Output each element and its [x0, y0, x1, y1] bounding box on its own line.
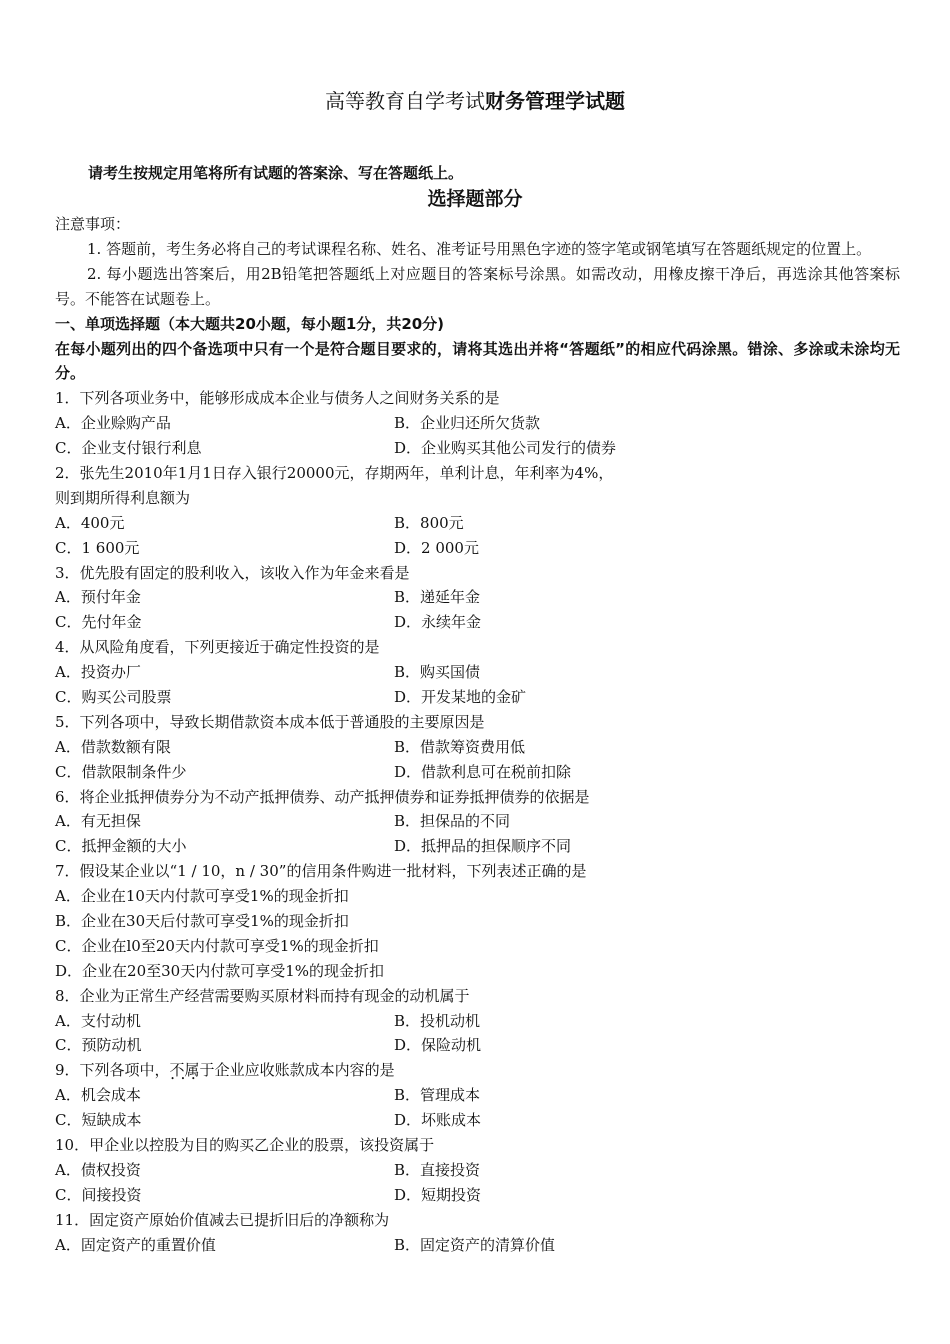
question-stem-continued: 则到期所得利息额为 — [55, 488, 191, 507]
option-row — [55, 536, 900, 561]
option-row — [55, 585, 900, 610]
option-row — [55, 1108, 900, 1133]
question-stem: 8．企业为正常生产经营需要购买原材料而持有现金的动机属于 — [55, 986, 470, 1005]
option-c: C．借款限制条件少 — [55, 762, 187, 781]
option-d: D．开发某地的金矿 — [394, 688, 527, 706]
option-d: D．企业购买其他公司发行的债券 — [394, 439, 617, 458]
option-d: D．2 000元 — [394, 538, 479, 557]
option-b: B．800元 — [394, 513, 464, 532]
option-b: B．借款筹资费用低 — [394, 737, 526, 756]
option-c: C．抵押金额的大小 — [55, 837, 187, 856]
option-row — [55, 1033, 900, 1058]
option-b: B．固定资产的清算价值 — [394, 1235, 556, 1254]
notes-header: 注意事项： — [55, 215, 131, 233]
exam-content — [55, 212, 900, 1257]
option-a: A．企业赊购产品 — [55, 414, 171, 433]
title-part2: 财务管理学试题 — [485, 89, 625, 113]
option-row — [55, 834, 900, 859]
option-b: B．直接投资 — [394, 1160, 481, 1179]
option-row — [55, 660, 900, 685]
option-b: B．购买国债 — [394, 663, 481, 682]
option-a: A．支付动机 — [55, 1011, 141, 1030]
question-stem: 11．固定资产原始价值减去已提折旧后的净额称为 — [55, 1210, 390, 1229]
option-a: A．机会成本 — [55, 1086, 141, 1105]
option-a: A．借款数额有限 — [55, 737, 171, 756]
option-row — [55, 1233, 900, 1258]
option-b: B．投机动机 — [394, 1011, 481, 1030]
option-d: D．借款利息可在税前扣除 — [394, 762, 572, 781]
option-row — [55, 610, 900, 635]
option-c: C．预防动机 — [55, 1036, 142, 1055]
option-c: C．企业支付银行利息 — [55, 439, 202, 458]
option-d: D．保险动机 — [394, 1036, 482, 1055]
section-title: 选择题部分 — [427, 188, 523, 210]
option-b: B．企业归还所欠货款 — [394, 414, 541, 433]
option-d: D．企业在20至30天内付款可享受1%的现金折扣 — [55, 961, 384, 980]
question-stem: 4．从风险角度看，下列更接近于确定性投资的是 — [55, 638, 380, 657]
option-c: C．1 600元 — [55, 538, 140, 557]
option-row — [55, 511, 900, 536]
option-b: B．管理成本 — [394, 1086, 481, 1105]
question-stem-end: 企业应收账款成本内容的是 — [214, 1061, 395, 1080]
instruction-text: 请考生按规定用笔将所有试题的答案涂、写在答题纸上。 — [88, 164, 464, 182]
option-c: C．短缺成本 — [55, 1111, 142, 1130]
option-a: A．投资办厂 — [55, 663, 141, 682]
emphasized-text: 不属于 • • • — [170, 1061, 215, 1079]
option-row — [55, 735, 900, 760]
option-d: D．抵押品的担保顺序不同 — [394, 837, 572, 856]
option-row — [55, 1083, 900, 1108]
option-a: A．400元 — [55, 513, 125, 532]
part-instructions: 在每小题列出的四个备选项中只有一个是符合题目要求的，请将其选出并将“答题纸”的相应代码涂黑。错涂、多涂或未涂均无分。 — [55, 339, 900, 383]
option-a: A．企业在10天内付款可享受1%的现金折扣 — [55, 887, 349, 906]
option-a: A．固定资产的重置价值 — [55, 1235, 216, 1254]
note-1: 1. 答题前，考生务必将自己的考试课程名称、姓名、准考证号用黑色字迹的签字笔或钢笔填写在答题纸规定的位置上。 — [87, 239, 872, 258]
question-stem: 3．优先股有固定的股利收入，该收入作为年金来看是 — [55, 563, 410, 582]
title-part1: 高等教育自学考试 — [325, 89, 485, 113]
question-stem — [55, 1058, 900, 1083]
note-2: 2. 每小题选出答案后，用2B铅笔把答题纸上对应题目的答案标号涂黑。如需改动，用橡皮擦干净后，再选涂其他答案标号。不能答在试题卷上。 — [55, 264, 900, 308]
page-title — [0, 86, 950, 116]
question-stem: 5．下列各项中，导致长期借款资本成本低于普通股的主要原因是 — [55, 712, 485, 731]
option-row — [55, 809, 900, 834]
option-b: B．担保品的不同 — [394, 812, 511, 831]
option-row — [55, 436, 900, 461]
option-b: B．递延年金 — [394, 588, 481, 607]
option-d: D．坏账成本 — [394, 1111, 482, 1130]
option-row — [55, 411, 900, 436]
question-stem: 6．将企业抵押债券分为不动产抵押债券、动产抵押债券和证券抵押债券的依据是 — [55, 787, 590, 806]
option-row — [55, 685, 900, 710]
question-stem: 2．张先生2010年1月1日存入银行20000元，存期两年，单利计息，年利率为4%， — [55, 463, 614, 482]
option-row — [55, 1009, 900, 1034]
option-row — [55, 1183, 900, 1208]
question-stem: 10．甲企业以控股为目的购买乙企业的股票，该投资属于 — [55, 1136, 435, 1155]
option-row — [55, 1158, 900, 1183]
option-b: B．企业在30天后付款可享受1%的现金折扣 — [55, 912, 349, 931]
question-stem: 1．下列各项业务中，能够形成成本企业与债务人之间财务关系的是 — [55, 389, 500, 408]
option-c: C．购买公司股票 — [55, 688, 172, 706]
option-row — [55, 760, 900, 785]
question-stem: 7．假设某企业以“1 / 10，n / 30”的信用条件购进一批材料，下列表述正确的是 — [55, 862, 587, 881]
option-c: C．先付年金 — [55, 613, 142, 632]
option-d: D．永续年金 — [394, 613, 482, 632]
question-stem-start: 9．下列各项中， — [55, 1061, 170, 1080]
option-c: C．企业在l0至20天内付款可享受1%的现金折扣 — [55, 936, 379, 955]
part-heading: 一、单项选择题（本大题共20小题，每小题1分，共20分) — [55, 314, 445, 333]
option-a: A．债权投资 — [55, 1160, 141, 1179]
option-a: A．有无担保 — [55, 812, 141, 831]
option-a: A．预付年金 — [55, 588, 141, 607]
option-c: C．间接投资 — [55, 1185, 142, 1204]
option-d: D．短期投资 — [394, 1185, 482, 1204]
